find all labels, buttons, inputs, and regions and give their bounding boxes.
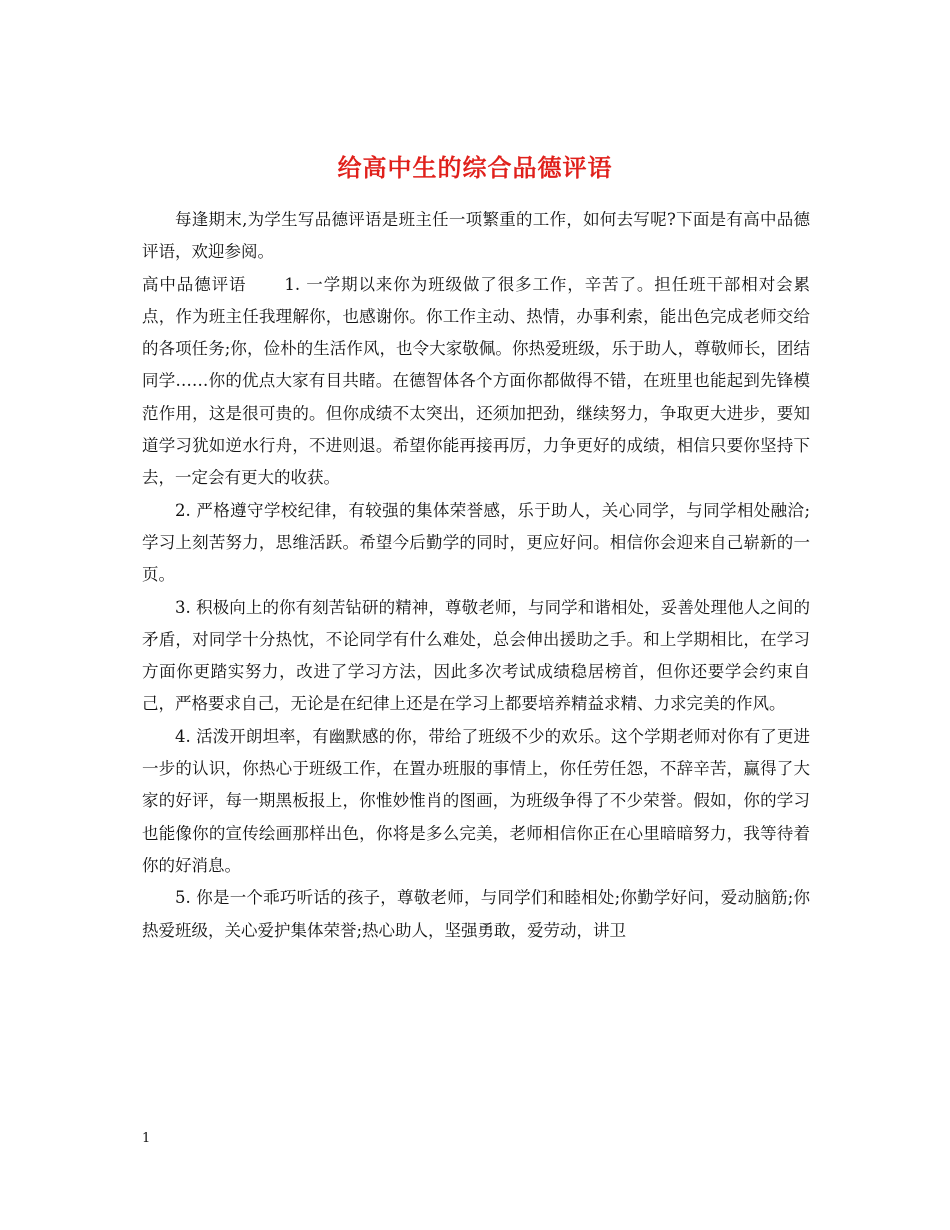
comment-paragraph-3: 3. 积极向上的你有刻苦钻研的精神，尊敬老师，与同学和谐相处，妥善处理他人之间的矛盾，对同学十分热忱，不论同学有什么难处，总会伸出援助之手。和上学期相比，在学习方面你更踏实努力，改进了学习方法，因此多次考试成绩稳居榜首，但你还要学会约束自己，严格要求自己，无论是在纪律上还是在学习上都要培养精益求精、力求完美的作风。	[142, 597, 810, 714]
comment-paragraph-4: 4. 活泼开朗坦率，有幽默感的你，带给了班级不少的欢乐。这个学期老师对你有了更进一步的认识，你热心于班级工作，在置办班服的事情上，你任劳任怨，不辞辛苦，赢得了大家的好评，每一期黑板报上，你惟妙惟肖的图画，为班级争得了不少荣誉。假如，你的学习也能像你的宣传绘画那样出色，你将是多么完美，老师相信你正在心里暗暗努力，我等待着你的好消息。	[142, 726, 810, 875]
section-label: 高中品德评语	[142, 274, 247, 294]
comment-paragraph-2: 2. 严格遵守学校纪律，有较强的集体荣誉感，乐于助人，关心同学，与同学相处融洽;学习上刻苦努力，思维活跃。希望今后勤学的同时，更应好问。相信你会迎来自己崭新的一页。	[142, 500, 810, 585]
intro-paragraph: 每逢期末,为学生写品德评语是班主任一项繁重的工作，如何去写呢?下面是有高中品德评语，欢迎参阅。	[142, 210, 810, 262]
comment-paragraph-1	[142, 269, 810, 495]
page-number: 1	[142, 1131, 151, 1146]
comment-text-1: 1. 一学期以来你为班级做了很多工作，辛苦了。担任班干部相对会累点，作为班主任我理解你，也感谢你。你工作主动、热情，办事利索，能出色完成老师交给的各项任务;你，俭朴的生活作风，也令大家敬佩。你热爱班级，乐于助人，尊敬师长，团结同学……你的优点大家有目共睹。在德智体各个方面你都做得不错，在班里也能起到先锋模范作用，这是很可贵的。但你成绩不太突出，还须加把劲，继续努力，争取更大进步，要知道学习犹如逆水行舟，不进则退。希望你能再接再厉，力争更好的成绩，相信只要你坚持下去，一定会有更大的收获。	[142, 274, 810, 488]
page-title: 给高中生的综合品德评语	[337, 153, 613, 183]
comment-paragraph-5: 5. 你是一个乖巧听话的孩子，尊敬老师，与同学们和睦相处;你勤学好问，爱动脑筋;你热爱班级，关心爱护集体荣誉;热心助人，坚强勇敢，爱劳动，讲卫	[142, 888, 810, 940]
document-body	[142, 204, 810, 947]
